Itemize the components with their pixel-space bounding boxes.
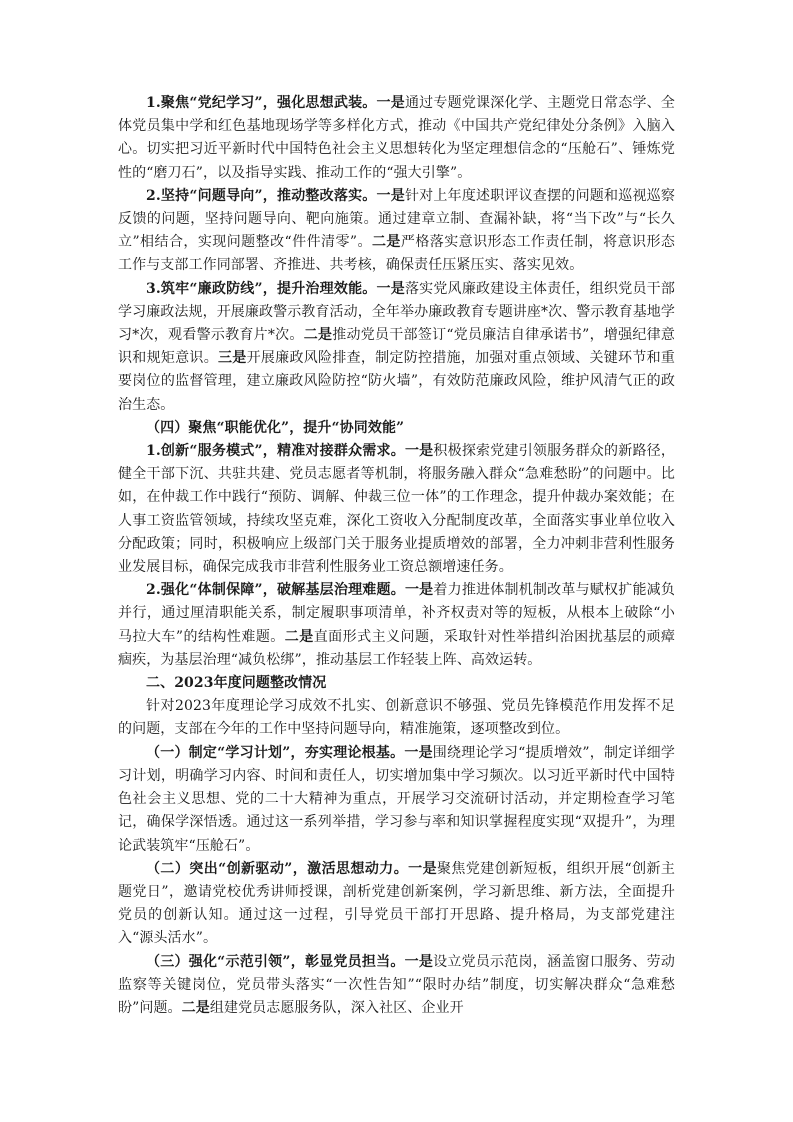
paragraph-heading: 2.坚持“问题导向”，推动整改落实。 [146, 187, 377, 204]
paragraph-party-discipline-study [118, 92, 675, 185]
point-marker: 二是 [284, 628, 314, 645]
document-page [118, 92, 675, 1020]
paragraph-heading: （二）突出“创新驱动”，激活思想动力。 [146, 860, 409, 877]
paragraph-exemplary-leadership [118, 951, 675, 1021]
paragraph-heading: （一）制定“学习计划”，夯实理论根基。 [146, 744, 405, 761]
paragraph-text: 推动党员干部签订“党员廉洁自律承诺书”，增强纪律意识和规矩意识。 [118, 327, 675, 367]
paragraph-text: 积极探索党建引领服务群众的新路径，健全干部下沉、共驻共建、党员志愿者等机制，将服务融入群众“急难愁盼”的问题中。比如，在仲裁工作中践行“预防、调解、仲裁三位一体”的工作理念，提升仲裁办案效能；在人事工资监管领域，持续攻坚克难，深化工资收入分配制度改革，全面落实事业单位收入分配政策；同时，积极响应上级部门关于服务业提质增效的部署，全力冲刺非营利性服务业发展目标，确保完成我市非营利性服务业工资总额增速任务。 [118, 443, 675, 576]
paragraph-study-plan [118, 742, 675, 858]
paragraph-heading: 1.聚焦“党纪学习”，强化思想武装。 [146, 95, 377, 111]
point-marker: 一是 [404, 443, 434, 460]
point-marker: 二是 [371, 234, 401, 251]
paragraph-text: 针对上年度述职评议查摆的问题和巡视巡察反馈的问题，坚持问题导向、靶向施策。通过建章立制、查漏补缺，将“当下改”与“长久立”相结合，实现问题整改“件件清零”。 [118, 187, 675, 251]
paragraph-institutional-support [118, 579, 675, 672]
point-marker: 一是 [404, 582, 434, 599]
point-marker: 二是 [303, 327, 333, 344]
point-marker: 一是 [404, 744, 433, 761]
paragraph-heading: 1.创新“服务模式”，精准对接群众需求。 [146, 443, 405, 460]
paragraph-text: 针对2023年度理论学习成效不扎实、创新意识不够强、党员先锋模范作用发挥不足的问题，支部在今年的工作中坚持问题导向，精准施策，逐项整改到位。 [118, 698, 675, 738]
paragraph-heading: 3.筑牢“廉政防线”，提升治理效能。 [146, 280, 377, 297]
paragraph-problem-orientation [118, 185, 675, 278]
paragraph-text: 严格落实意识形态工作责任制，将意识形态工作与支部工作同部署、齐推进、共考核，确保责任压紧压实、落实见效。 [118, 234, 676, 274]
paragraph-innovation-drive [118, 858, 675, 951]
paragraph-text: 围绕理论学习“提质增效”，制定详细学习计划，明确学习内容、时间和责任人，切实增加集中学习频次。以习近平新时代中国特色社会主义思想、党的二十大精神为重点，开展学习交流研讨活动，并定期检查学习笔记，确保学深悟透。通过这一系列举措，学习参与率和知识掌握程度实现“双提升”，为理论武装筑牢“压舱石”。 [118, 744, 675, 854]
point-marker: 二是 [181, 999, 210, 1016]
paragraph-text: 落实党风廉政建设主体责任，组织党员干部学习廉政法规，开展廉政警示教育活动，全年举办廉政教育专题讲座*次、警示教育基地学习*次，观看警示教育片*次。 [118, 280, 675, 344]
paragraph-heading: （三）强化“示范引领”，彰显党员担当。 [146, 953, 405, 970]
point-marker: 一是 [408, 860, 437, 877]
paragraph-text: 开展廉政风险排查，制定防控措施，加强对重点领域、关键环节和重要岗位的监督管理，建立廉政风险防控“防火墙”，有效防范廉政风险，维护风清气正的政治生态。 [118, 350, 676, 413]
point-marker: 一是 [404, 953, 434, 970]
point-marker: 三是 [218, 350, 247, 367]
paragraph-rectification-intro [118, 695, 675, 741]
section-heading-2023-rectification: 二、2023年度问题整改情况 [146, 675, 327, 692]
point-marker: 一是 [376, 280, 405, 297]
point-marker: 一是 [376, 95, 405, 111]
paragraph-text: 着力推进体制机制改革与赋权扩能减负并行，通过厘清职能关系，制定履职事项清单，补齐权责对等的短板，从根本上破除“小马拉大车”的结构性难题。 [118, 582, 675, 645]
section-heading-function-optimization: （四）聚焦“职能优化”，提升“协同效能” [146, 419, 405, 436]
paragraph-text: 通过专题党课深化学、主题党日常态学、全体党员集中学和红色基地现场学等多样化方式，推动《中国共产党纪律处分条例》入脑入心。切实把习近平新时代中国特色社会主义思想转化为坚定理想信念的“压舱石”、锤炼党性的“磨刀石”，以及指导实践、推动工作的“强大引擎”。 [118, 95, 675, 181]
paragraph-text: 直面形式主义问题，采取针对性举措纠治困扰基层的顽瘴痼疾，为基层治理“减负松绑”，推动基层工作轻装上阵、高效运转。 [118, 628, 676, 668]
paragraph-text: 组建党员志愿服务队，深入社区、企业开 [209, 999, 464, 1016]
paragraph-text: 设立党员示范岗，涵盖窗口服务、劳动监察等关键岗位，党员带头落实“一次性告知”“限时办结”制度，切实解决群众“急难愁盼”问题。 [118, 953, 676, 1016]
paragraph-heading: 2.强化“体制保障”，破解基层治理难题。 [146, 582, 405, 599]
paragraph-service-model [118, 440, 675, 579]
paragraph-text: 聚焦党建创新短板，组织开展“创新主题党日”，邀请党校优秀讲师授课，剖析党建创新案例，学习新思维、新方法，全面提升党员的创新认知。通过这一过程，引导党员干部打开思路、提升格局，为支部党建注入“源头活水”。 [118, 860, 676, 947]
point-marker: 一是 [376, 187, 405, 204]
paragraph-integrity-defense [118, 278, 675, 417]
